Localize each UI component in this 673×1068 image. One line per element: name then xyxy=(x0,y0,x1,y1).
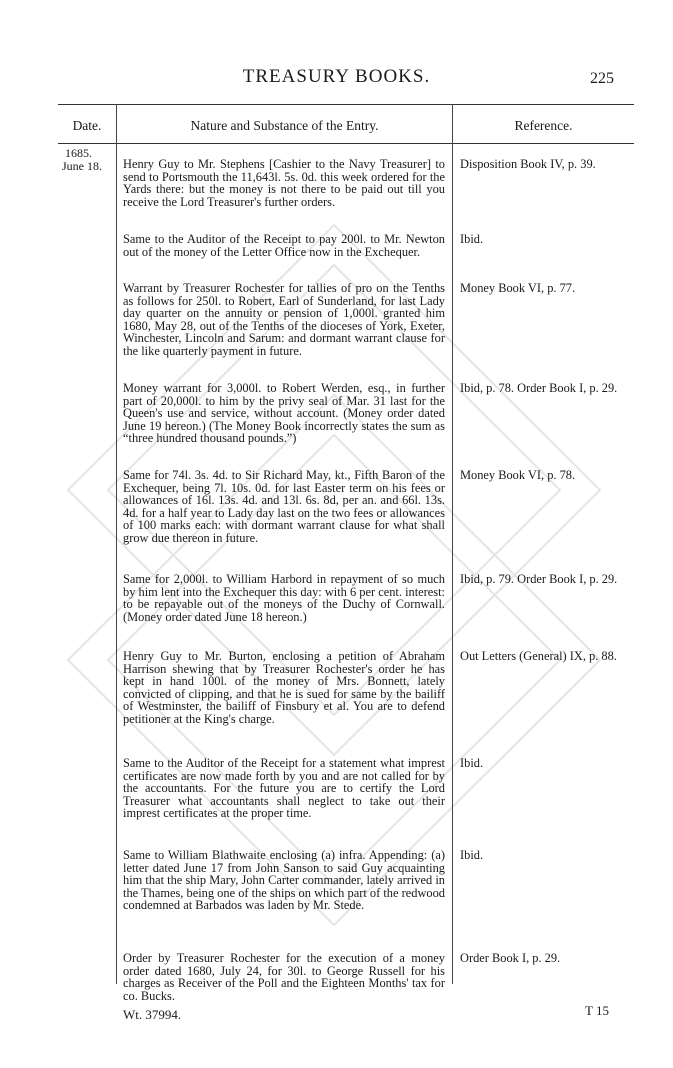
column-header-nature: Nature and Substance of the Entry. xyxy=(190,118,379,133)
entry-text: Same for 74l. 3s. 4d. to Sir Richard May, kt., Fifth Baron of the Exchequer, being 7l. 10s. 0d. for last Easter term on his fees or allowances of 16l. 13s. 4d. and 13l. 6s. 8d, per an. and 66l. 13s. 4d. for a half year to Lady day last on the two fees or allowances of 100 marks each: with dormant warrant clause for what shall grow due thereon in future. xyxy=(123,468,445,545)
entry-text: Same to William Blathwaite enclosing (a) infra. Appending: (a) letter dated June 17 from John Sanson to said Guy acquainting him that the ship Mary, John Carter commander, lately arrived in the Thames, being one of the ships on which part of the redwood condemned at Barbados was laden by Mr. Stede. xyxy=(123,848,445,913)
date-day: June 18. xyxy=(62,159,102,173)
entry-reference: Out Letters (General) IX, p. 88. xyxy=(460,649,617,663)
entry-reference: Ibid. xyxy=(460,232,484,246)
entry-text: Henry Guy to Mr. Stephens [Cashier to the Navy Treasurer] to send to Portsmouth the 11,643l. 5s. 0d. this week ordered for the Yards there: but the money is not there to be paid out till you receive the Lord Treasurer's further orders. xyxy=(123,157,445,209)
entry-reference: Ibid, p. 78. Order Book I, p. 29. xyxy=(460,381,618,395)
column-header-reference: Reference. xyxy=(514,118,573,133)
entry-reference: Disposition Book IV, p. 39. xyxy=(460,157,596,171)
entry-reference: Ibid. xyxy=(460,848,484,862)
entry-reference: Ibid. xyxy=(460,756,484,770)
date-year: 1685. xyxy=(65,146,92,160)
running-title: TREASURY BOOKS. xyxy=(242,66,431,87)
header-top-rule xyxy=(58,104,634,105)
entry-text: Same to the Auditor of the Receipt to pay 200l. to Mr. Newton out of the money of the Letter Office now in the Exchequer. xyxy=(123,232,445,259)
entry-text: Warrant by Treasurer Rochester for tallies of pro on the Tenths as follows for 250l. to Robert, Earl of Sunderland, for last Lady day quarter on the annuity or pension of 1,000l. granted him 1680, May 28, out of the Tenths of the dioceses of York, Exeter, Winchester, Lincoln and Sarum: and dormant warrant clause for the like quarterly payment in future. xyxy=(123,281,445,358)
reference-column-divider xyxy=(452,104,453,984)
entry-text: Henry Guy to Mr. Burton, enclosing a petition of Abraham Harrison shewing that by Treasurer Rochester's order he has kept in hand 100l. of the money of Mrs. Bonnett, lately convicted of clipping, and that he is sued for same by the bailiff of Westminster, the bailiff of Finsbury et al. You are to defend petitioner at the King's charge. xyxy=(123,649,445,726)
entry-reference: Ibid, p. 79. Order Book I, p. 29. xyxy=(460,572,618,586)
entry-text: Order by Treasurer Rochester for the execution of a money order dated 1680, July 24, for 30l. to George Russell for his charges as Receiver of the Poll and the Eighteen Months' tax for co. Bucks. xyxy=(123,951,445,1003)
entry-reference: Money Book VI, p. 78. xyxy=(460,468,576,482)
entry-reference: Order Book I, p. 29. xyxy=(460,951,561,965)
entry-text: Money warrant for 3,000l. to Robert Werden, esq., in further part of 20,000l. to him by the privy seal of Mar. 31 last for the Queen's use and service, without account. (Money order dated June 19 hereon.) (The Money Book incorrectly states the sum as “three hundred thousand pounds.”) xyxy=(123,381,445,446)
date-column-divider xyxy=(116,104,117,984)
print-mark: Wt. 37994. xyxy=(123,1007,182,1022)
entry-reference: Money Book VI, p. 77. xyxy=(460,281,576,295)
entry-text: Same for 2,000l. to William Harbord in repayment of so much by him lent into the Exchequer this day: with 6 per cent. interest: to be repayable out of the moneys of the Duchy of Cornwall. (Money order dated June 18 hereon.) xyxy=(123,572,445,624)
entry-text: Same to the Auditor of the Receipt for a statement what imprest certificates are now made forth by you and are not called for by the accountants. For the future you are to certify the Lord Treasurer what accountants shall neglect to take out their imprest certificates at the proper time. xyxy=(123,756,445,821)
column-header-date: Date. xyxy=(72,118,102,133)
header-bottom-rule xyxy=(58,143,634,144)
signature-mark: T 15 xyxy=(585,1003,609,1018)
page-number: 225 xyxy=(590,70,614,87)
